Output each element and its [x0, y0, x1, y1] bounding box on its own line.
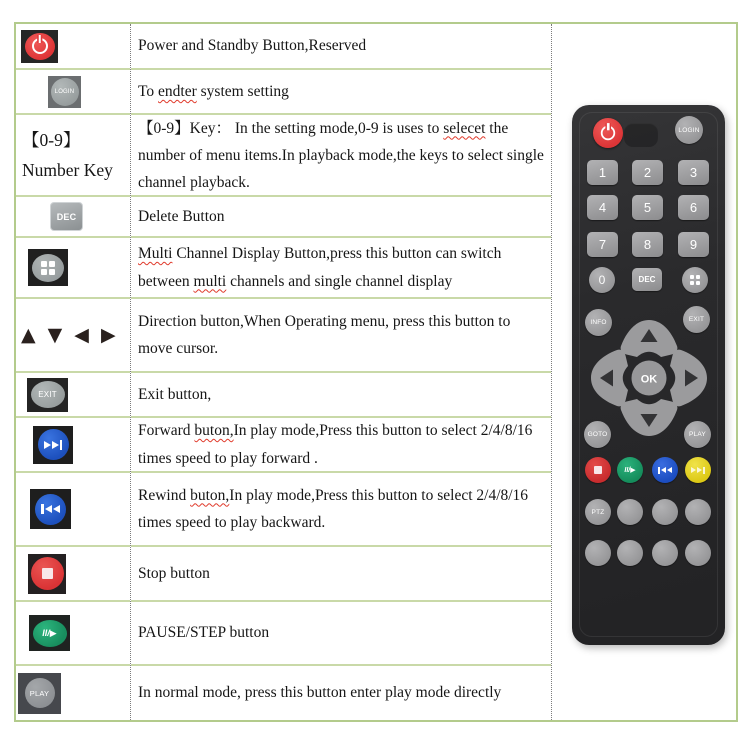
rewind-icon — [30, 489, 71, 529]
exit-icon: EXIT — [27, 378, 68, 412]
ok-label: OK — [640, 373, 658, 386]
description-column — [131, 24, 552, 720]
description-cell — [131, 373, 551, 418]
description-cell — [131, 418, 551, 473]
remote-key-3: 3 — [678, 160, 709, 185]
login-icon: LOGIN — [48, 76, 81, 108]
icon-cell — [16, 70, 130, 115]
remote-forward-button — [685, 457, 711, 483]
remote-blank-button — [652, 499, 678, 525]
misspelled-word: buton, — [194, 422, 234, 439]
remote-key-8: 8 — [632, 232, 663, 257]
remote-key-6: 6 — [678, 195, 709, 220]
icon-cell — [16, 115, 130, 197]
icon-cell — [16, 24, 130, 70]
description-cell — [131, 666, 551, 720]
remote-multi-channel-button — [682, 267, 708, 293]
description-cell — [131, 602, 551, 666]
stop-icon — [594, 466, 602, 474]
remote-blank-button — [685, 499, 711, 525]
remote-blank-button — [617, 499, 643, 525]
remote-key-0: 0 — [589, 267, 615, 293]
misspelled-word: multi — [193, 272, 227, 290]
description-cell — [131, 24, 551, 70]
description-text: Direction button,When Operating menu, press this button to move cursor. — [138, 312, 511, 357]
remote-ptz-button — [585, 499, 611, 525]
remote-blank-button — [585, 540, 611, 566]
remote-ir-notch — [624, 123, 658, 147]
remote-key-4: 4 — [587, 195, 618, 220]
rewind-icon — [658, 467, 672, 474]
icon-cell — [16, 666, 130, 720]
icon-cell — [16, 238, 130, 299]
remote-dec-button: DEC — [632, 268, 662, 291]
forward-icon — [33, 426, 73, 464]
icon-cell — [16, 473, 130, 547]
remote-play-button — [684, 421, 711, 448]
remote-blank-button — [617, 540, 643, 566]
play-icon: PLAY — [18, 673, 61, 714]
description-cell — [131, 299, 551, 373]
exit-label: EXIT — [688, 316, 705, 323]
remote-key-7: 7 — [587, 232, 618, 257]
icon-column — [16, 24, 131, 720]
description-cell — [131, 547, 551, 602]
goto-label: GOTO — [587, 431, 608, 438]
power-icon — [601, 126, 615, 140]
remote-key-5: 5 — [632, 195, 663, 220]
dec-key-icon: DEC — [50, 202, 83, 231]
icon-cell — [16, 299, 130, 373]
remote-login-button — [675, 116, 703, 144]
number-key-label-line: 【0-9】 — [22, 130, 81, 150]
remote-key-1: 1 — [587, 160, 618, 185]
stop-icon — [28, 554, 66, 594]
description-text: Rewind buton,In play mode,Press this button to select 2/4/8/16 times speed to play backward. — [138, 486, 529, 531]
description-cell — [131, 70, 551, 115]
description-cell — [131, 238, 551, 299]
description-text: In normal mode, press this button enter play mode directly — [138, 684, 502, 702]
remote-blank-button — [652, 540, 678, 566]
icon-cell — [16, 373, 130, 418]
description-cell — [131, 473, 551, 547]
power-icon — [21, 30, 58, 63]
ptz-label: PTZ — [591, 508, 605, 516]
misspelled-word: selecet — [443, 119, 486, 137]
forward-icon — [691, 467, 705, 474]
remote-pause-step-button — [617, 457, 643, 483]
number-key-label-line: Number Key — [22, 160, 113, 180]
description-text: Stop button — [138, 564, 210, 582]
info-label: INFO — [590, 319, 607, 326]
remote-control-photo — [572, 105, 725, 645]
login-label: LOGIN — [678, 126, 700, 134]
icon-cell — [16, 547, 130, 602]
description-text: To endter system setting — [138, 82, 289, 100]
pause-step-icon: II/▶ — [624, 466, 636, 474]
description-cell — [131, 115, 551, 197]
icon-cell — [16, 602, 130, 666]
misspelled-word: Multi — [138, 245, 173, 262]
remote-blank-button — [685, 540, 711, 566]
misspelled-word: buton, — [190, 486, 230, 504]
description-text: Exit button, — [138, 385, 212, 403]
description-cell — [131, 197, 551, 238]
multi-channel-icon — [690, 275, 700, 285]
remote-stop-button — [585, 457, 611, 483]
description-text: PAUSE/STEP button — [138, 624, 270, 642]
description-text: Power and Standby Button,Reserved — [138, 37, 367, 55]
remote-rewind-button — [652, 457, 678, 483]
description-text: Forward buton,In play mode,Press this button to select 2/4/8/16 times speed to play forward . — [138, 422, 533, 467]
misspelled-word: endter — [158, 82, 197, 100]
remote-key-2: 2 — [632, 160, 663, 185]
play-label: PLAY — [689, 431, 706, 438]
icon-cell — [16, 418, 130, 473]
remote-goto-button — [584, 421, 611, 448]
multi-channel-icon — [28, 249, 68, 286]
icon-cell — [16, 197, 130, 238]
direction-arrows-icon: ▲ ▼ ◀ ▶ — [21, 324, 119, 346]
remote-power-button — [593, 118, 623, 148]
description-text: Delete Button — [138, 207, 225, 225]
description-text: Multi Channel Display Button,press this button can switch between multi channels and single channel display — [138, 245, 502, 290]
description-text: 【0-9】Key： In the setting mode,0-9 is uses to selecet the number of menu items.In playback mode,the keys to select single channel playback. — [138, 119, 544, 191]
pause-step-icon: II/▶ — [29, 615, 70, 651]
remote-key-9: 9 — [678, 232, 709, 257]
